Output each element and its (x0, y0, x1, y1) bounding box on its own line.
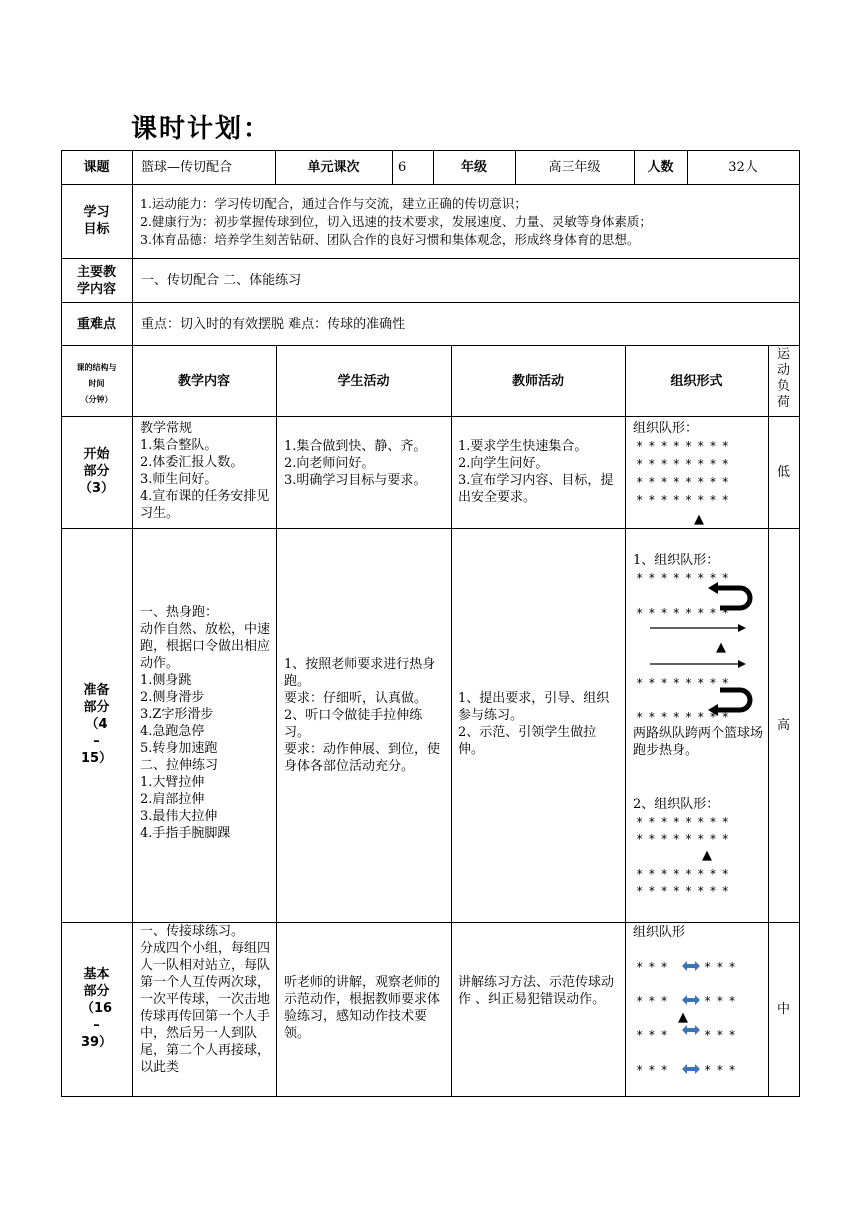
prep-org-title-1: 1、组织队形： (633, 553, 720, 568)
double-arrow-icon (682, 960, 700, 972)
prep-formation-row: ******** (636, 676, 734, 690)
count-label: 人数 (647, 160, 674, 175)
run-direction-arrow-icon (650, 620, 750, 636)
teacher-triangle-icon: ▲ (678, 1010, 688, 1025)
u-turn-arrow-icon (700, 580, 760, 620)
teacher-triangle-icon: ▲ (716, 640, 726, 655)
teacher-triangle-icon: ▲ (694, 512, 704, 527)
phase-prep-label: 准备 部分 （4 – 15） (80, 683, 113, 766)
prep-formation-row: ******** (636, 815, 734, 829)
prep-org-title-2: 2、组织队形： (633, 797, 720, 812)
topic-value: 篮球—传切配合 (141, 160, 233, 175)
basic-content: 一、传接球练习。 分成四个小组，每组四人一队相对站立，每队第一个人互传两次球，一次平传球，一次击地传球再传回第一个人手中，然后另一人到队尾，第二个人再接球，以此类 (140, 924, 271, 1075)
col-teacher-header: 教师活动 (511, 374, 564, 389)
basic-load: 中 (776, 1002, 790, 1017)
start-org-title: 组织队形： (633, 421, 699, 436)
main-content-label: 主要教 学内容 (76, 265, 116, 297)
start-teacher-activity: 1.要求学生快速集合。 2.向学生问好。 3.宣布学习内容、目标，提出安全要求。 (458, 439, 614, 505)
topic-label: 课题 (83, 160, 110, 175)
prep-formation-row: ******** (636, 606, 734, 620)
double-arrow-icon (682, 994, 700, 1006)
basic-teacher-activity: 讲解练习方法、示范传球动作 、纠正易犯错误动作。 (458, 975, 615, 1007)
unit-label: 单元课次 (307, 160, 360, 175)
col-student-header: 学生活动 (337, 374, 390, 389)
basic-student-activity: 听老师的讲解，观察老师的示范动作，根据教师要求体验练习，感知动作技术要领。 (284, 975, 441, 1041)
objective-item: 2.健康行为：初步掌握传球到位，切入迅速的技术要求，发展速度、力量、灵敏等身体素质； (140, 214, 652, 229)
col-structure-header: 课的结构与 时间 （分钟） (76, 363, 117, 404)
start-student-activity: 1.集合做到快、静、齐。 2.向老师问好。 3.明确学习目标与要求。 (284, 439, 427, 488)
prep-org-note: 两路纵队跨两个篮球场跑步热身。 (633, 726, 764, 758)
prep-teacher-activity: 1、提出要求，引导、组织参与练习。 2、示范、引领学生做拉伸。 (458, 691, 610, 757)
phase-basic-label: 基本 部分 （16 – 39） (80, 967, 113, 1050)
prep-content: 一、热身跑： 动作自然、放松，中速跑，根据口令做出相应动作。 1.侧身跳 2.侧身滑步 3.Z字形滑步 4.急跑急停 5.转身加速跑 二、拉伸练习 1.大臂拉伸 2.肩部拉伸 3.最伟大拉伸 4.手指手腕脚踝 (140, 605, 271, 841)
main-content-value: 一、传切配合 二、体能练习 (141, 273, 302, 288)
objective-item: 3.体育品德：培养学生刻苦钻研、团队合作的良好习惯和集体观念，形成终身体育的思想。 (140, 232, 640, 247)
prep-formation-row: ******** (636, 571, 734, 585)
prep-formation-row: ******** (636, 832, 734, 846)
col-content-header: 教学内容 (177, 374, 230, 389)
prep-student-activity: 1、按照老师要求进行热身跑。 要求：仔细听，认真做。 2、听口令做徒手拉伸练习。 要求：动作伸展、到位，使身体各部位活动充分。 (284, 657, 441, 774)
objectives-list (140, 195, 795, 249)
unit-value: 6 (398, 160, 407, 175)
start-formation-stars: ******** ******** ******** ******** (636, 439, 734, 507)
basic-org-title: 组织队形 (633, 925, 686, 940)
prep-formation-row: ******** (636, 884, 734, 898)
objectives-label: 学习 目标 (83, 205, 110, 237)
grade-label: 年级 (460, 160, 487, 175)
col-organization-header: 组织形式 (670, 374, 723, 389)
key-points-label: 重难点 (76, 317, 116, 332)
key-points-value: 重点：切入时的有效摆脱 难点：传球的准确性 (141, 317, 406, 332)
prep-formation-row: ******** (636, 710, 734, 724)
teacher-triangle-icon: ▲ (702, 848, 712, 863)
col-load-header: 运 动 负 荷 (776, 347, 790, 410)
phase-start-label: 开始 部分 （3） (78, 447, 115, 496)
objective-item: 1.运动能力：学习传切配合，通过合作与交流，建立正确的传切意识； (140, 196, 527, 211)
start-content: 教学常规 1.集合整队。 2.体委汇报人数。 3.师生问好。 4.宣布课的任务安排见习生。 (140, 421, 270, 521)
run-direction-arrow-icon (650, 656, 750, 672)
start-load: 低 (776, 465, 790, 480)
double-arrow-icon (682, 1063, 700, 1075)
prep-formation-row: ******** (636, 867, 734, 881)
grade-value: 高三年级 (548, 160, 601, 175)
page-title: 课时计划： (131, 114, 272, 144)
count-value: 32人 (728, 160, 758, 175)
prep-load: 高 (776, 718, 790, 733)
double-arrow-icon (682, 1024, 700, 1036)
